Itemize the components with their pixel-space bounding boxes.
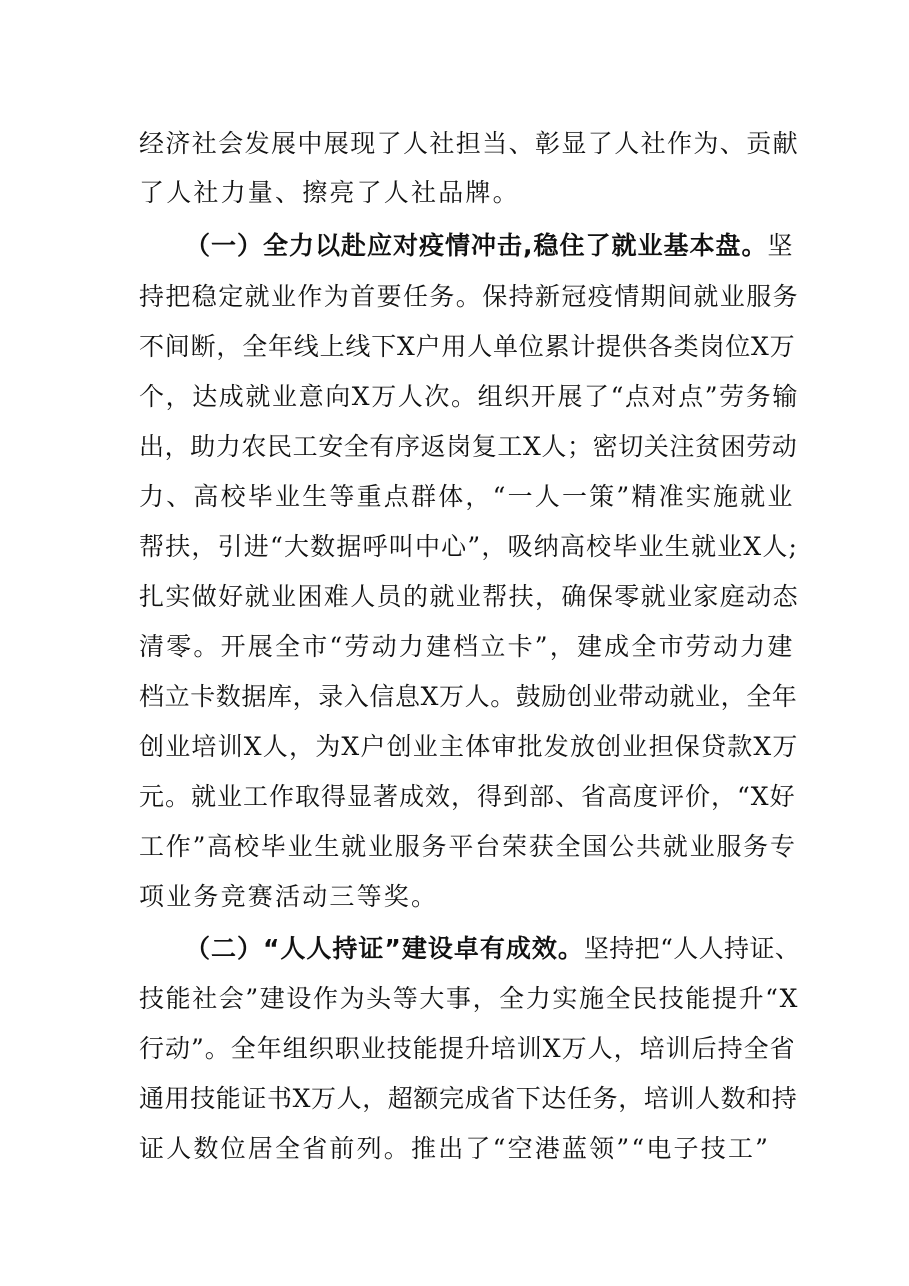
- body-text: 坚: [767, 231, 795, 260]
- section-heading: （二）“人人持证”建设卓有成效。: [185, 934, 584, 963]
- section-paragraph-line: [185, 932, 800, 966]
- body-text-line: 技能社会”建设作为头等大事，全力实施全民技能提升“X: [139, 984, 799, 1013]
- body-text: 坚持把“人人持证、: [583, 934, 801, 963]
- body-text-line: 不间断，全年线上线下X户用人单位累计提供各类岗位X万: [139, 332, 796, 361]
- body-text-line: 行动”。全年组织职业技能提升培训X万人，培训后持全省: [139, 1034, 796, 1063]
- body-text-line: 出，助力农民工安全有序返岗复工X人；密切关注贫困劳动: [139, 432, 798, 461]
- body-text-line: 元。就业工作取得显著成效，得到部、省高度评价，“X好: [139, 782, 796, 811]
- body-text-line: 扎实做好就业困难人员的就业帮扶，确保零就业家庭动态: [139, 582, 800, 611]
- body-text-line: 工作”高校毕业生就业服务平台荣获全国公共就业服务专: [139, 832, 797, 861]
- section-heading: （一）全力以赴应对疫情冲击,稳住了就业基本盘。: [185, 231, 768, 260]
- body-text-line: 经济社会发展中展现了人社担当、彰显了人社作为、贡献: [139, 129, 800, 158]
- body-text-line: 创业培训X人，为X户创业主体审批发放创业担保贷款X万: [139, 732, 799, 761]
- section-paragraph-line: [185, 229, 800, 263]
- body-text-line: 项业务竞赛活动三等奖。: [139, 882, 439, 911]
- body-text-line: 帮扶，引进“大数据呼叫中心”，吸纳高校毕业生就业X人;: [139, 532, 799, 561]
- body-text-line: 证人数位居全省前列。推出了“空港蓝领”“电子技工”: [139, 1134, 771, 1163]
- body-text-line: 力、高校毕业生等重点群体，“一人一策”精准实施就业: [139, 482, 795, 511]
- body-text-line: 清零。开展全市“劳动力建档立卡”，建成全市劳动力建: [139, 632, 795, 661]
- body-text-line: 个，达成就业意向X万人次。组织开展了“点对点”劳务输: [139, 382, 799, 411]
- body-text-line: 档立卡数据库，录入信息X万人。鼓励创业带动就业，全年: [139, 682, 798, 711]
- body-text-line: 通用技能证书X万人，超额完成省下达任务，培训人数和持: [139, 1084, 798, 1113]
- body-text-line: 持把稳定就业作为首要任务。保持新冠疫情期间就业服务: [139, 282, 800, 311]
- body-text-line: 了人社力量、擦亮了人社品牌。: [139, 178, 520, 207]
